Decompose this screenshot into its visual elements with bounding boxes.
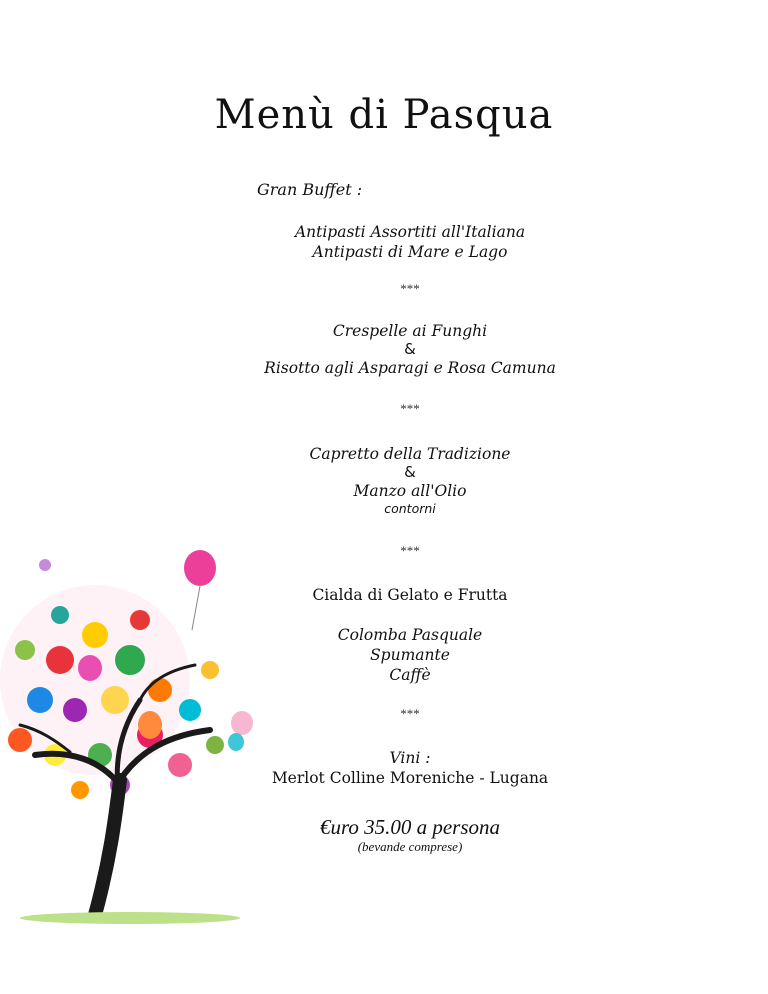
tree-ground: [20, 912, 240, 924]
vini-label: Vini :: [389, 749, 431, 767]
easter-tree-illustration: [0, 540, 300, 930]
price-text: €uro 35.00 a persona: [319, 815, 501, 839]
secondi-section: [255, 444, 565, 517]
primi-section: [255, 321, 565, 378]
primi-item: Crespelle ai Funghi: [332, 322, 488, 340]
price-section: [255, 815, 565, 855]
dessert-section: [255, 585, 565, 605]
secondi-item: Capretto della Tradizione: [309, 445, 511, 463]
separator: ***: [400, 543, 420, 558]
ampersand: &: [404, 463, 416, 481]
separator: ***: [400, 706, 420, 721]
antipasti-item: Antipasti di Mare e Lago: [312, 243, 508, 261]
secondi-item: Manzo all'Olio: [353, 482, 467, 500]
separator: ***: [400, 281, 420, 296]
separator: ***: [400, 401, 420, 416]
primi-item: Risotto agli Asparagi e Rosa Camuna: [264, 359, 556, 377]
page-title: Menù di Pasqua: [214, 92, 554, 138]
vini-names: Merlot Colline Moreniche - Lugana: [271, 769, 549, 787]
dessert-item: Cialda di Gelato e Frutta: [312, 586, 508, 604]
contorni-note: contorni: [384, 501, 436, 516]
finale-section: [255, 625, 565, 685]
antipasti-section: [255, 222, 565, 262]
finale-item: Caffè: [389, 666, 431, 684]
finale-item: Colomba Pasquale: [337, 626, 483, 644]
price-note: (bevande comprese): [357, 839, 463, 854]
tree-foliage: [0, 585, 224, 799]
ampersand: &: [404, 340, 416, 358]
antipasti-item: Antipasti Assortiti all'Italiana: [294, 223, 526, 241]
gran-buffet-label: Gran Buffet :: [257, 180, 363, 199]
finale-item: Spumante: [370, 646, 450, 664]
